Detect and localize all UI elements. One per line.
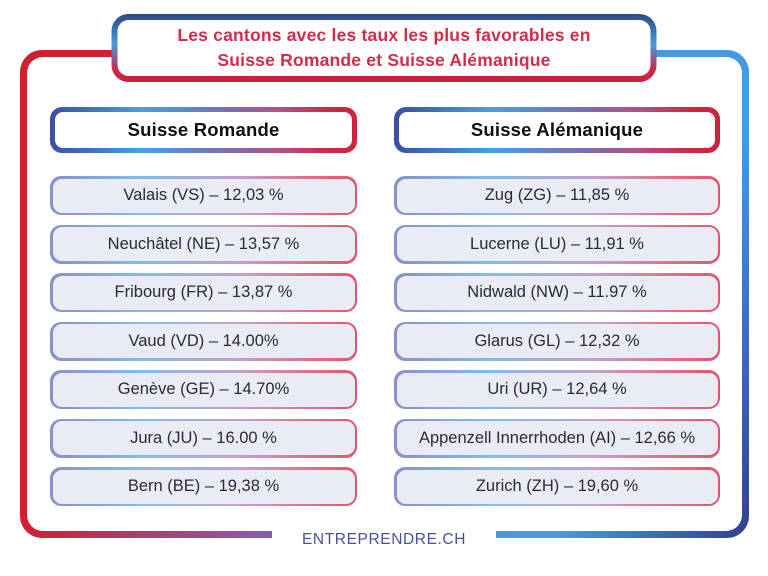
title-line-2: Suisse Romande et Suisse Alémanique [217, 50, 551, 70]
title-line-1: Les cantons avec les taux les plus favorables en [177, 25, 591, 45]
canton-row-neuchatel [50, 225, 357, 264]
column-suisse-alemanique [394, 107, 720, 506]
canton-row-geneve [50, 370, 357, 409]
canton-row-label: Uri (UR) – 12,64 % [397, 373, 718, 407]
canton-row-uri [394, 370, 720, 409]
canton-row-label: Fribourg (FR) – 13,87 % [53, 276, 355, 310]
canton-row-label: Appenzell Innerrhoden (AI) – 12,66 % [397, 421, 718, 455]
footer-brand: ENTREPRENDRE.CH [272, 526, 496, 554]
canton-row-label: Bern (BE) – 19,38 % [53, 470, 355, 504]
canton-row-label: Nidwald (NW) – 11.97 % [397, 276, 718, 310]
canton-row-nidwald [394, 273, 720, 312]
canton-row-vaud [50, 322, 357, 361]
canton-row-jura [50, 419, 357, 458]
canton-list-suisse-alemanique [394, 176, 720, 506]
canton-row-label: Glarus (GL) – 12,32 % [397, 324, 718, 358]
canton-row-valais [50, 176, 357, 215]
canton-row-label: Zug (ZG) – 11,85 % [397, 179, 718, 213]
canton-row-label: Lucerne (LU) – 11,91 % [397, 227, 718, 261]
canton-row-bern [50, 467, 357, 506]
canton-row-label: Neuchâtel (NE) – 13,57 % [53, 227, 355, 261]
column-suisse-romande [50, 107, 357, 506]
column-header-label: Suisse Alémanique [399, 112, 715, 148]
canton-row-fribourg [50, 273, 357, 312]
canton-row-appenzell-innerrhoden [394, 419, 720, 458]
canton-row-zurich [394, 467, 720, 506]
canton-row-zug [394, 176, 720, 215]
canton-row-label: Zurich (ZH) – 19,60 % [397, 470, 718, 504]
column-header-label: Suisse Romande [55, 112, 352, 148]
title-box [112, 14, 657, 82]
page-title [118, 20, 651, 76]
canton-row-label: Vaud (VD) – 14.00% [53, 324, 355, 358]
column-header-suisse-alemanique [394, 107, 720, 153]
canton-row-label: Valais (VS) – 12,03 % [53, 179, 355, 213]
canton-row-glarus [394, 322, 720, 361]
canton-row-lucerne [394, 225, 720, 264]
canton-row-label: Jura (JU) – 16.00 % [53, 421, 355, 455]
column-header-suisse-romande [50, 107, 357, 153]
canton-list-suisse-romande [50, 176, 357, 506]
canton-row-label: Genève (GE) – 14.70% [53, 373, 355, 407]
columns-container [50, 107, 720, 506]
